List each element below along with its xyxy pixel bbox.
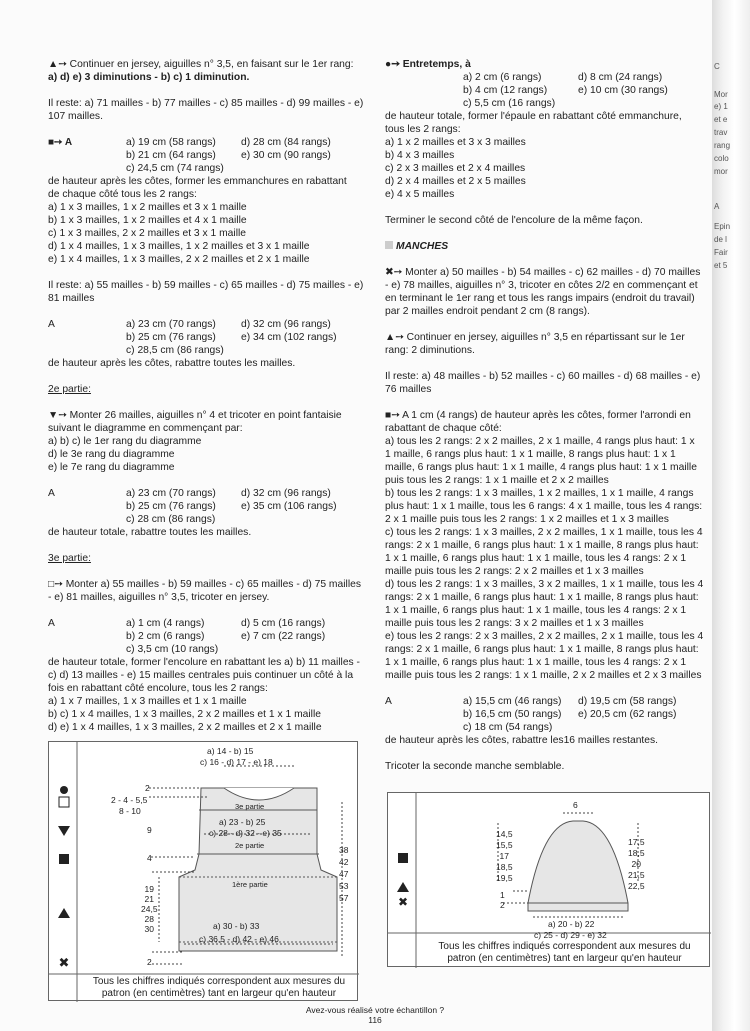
arrondi-line: 1 x 1 maille, 6 rangs plus haut: 1 x 1 maille, tous les 4 rangs: 2 x 1 xyxy=(385,657,687,668)
arrondi-line: maille puis tous les 2 rangs: 2 x 2 mailles et 1 x 3 mailles xyxy=(385,566,644,577)
gutter-text: Mor xyxy=(714,90,728,99)
paragraph-entretemps: ●➙ Entretemps, à xyxy=(385,59,471,70)
dim-mid-1: a) 23 - b) 25 xyxy=(219,817,266,827)
heading-2e-partie: 2e partie: xyxy=(48,384,91,395)
paragraph-il-reste-1: Il reste: a) 71 mailles - b) 77 mailles - c) 85 mailles - d) 99 mailles - e) 107 mailles. xyxy=(48,98,364,122)
gutter-text: rang xyxy=(714,141,731,150)
dim-bot-2: c) 25 - d) 29 - e) 32 xyxy=(534,930,607,940)
arrondi-line: rabattant de chaque côté: xyxy=(385,423,502,434)
gutter-text: trav xyxy=(714,128,728,137)
sleeve-caption: Tous les chiffres indiqués correspondent aux mesures du patron (en centimètres) tant en largeur qu'en hauteur xyxy=(438,941,691,964)
footer-question: Avez-vous réalisé votre échantillon ? xyxy=(305,1005,445,1015)
paragraph-rabattre-1: de hauteur après les côtes, rabattre toutes les mailles. xyxy=(48,358,296,369)
arrondi-line: puis tous les 2 rangs: 1 x 1 maille et 2 x 2 mailles xyxy=(385,475,609,486)
measure-block-1: ■➙ A a) 19 cm (58 rangs) d) 28 cm (84 rangs) b) 21 cm (64 rangs) e) 30 cm (90 rangs) c) 24,5 cm (74 rangs) xyxy=(48,137,331,174)
paragraph-2e-partie: ▼➙ Monter 26 mailles, aiguilles n° 4 et tricoter en point fantaisie suivant le diagramme en commençant par: a) b) c) le 1er rang du diagramme d) le 3e rang du diagramme e) le 7e rang du diagramme xyxy=(48,410,342,473)
measure-block-entretemps: a) 2 cm (6 rangs) d) 8 cm (24 rangs) b) 4 cm (12 rangs) e) 10 cm (30 rangs) c) 5,5 cm (16 rangs) xyxy=(463,72,668,109)
measure-block-3: A a) 23 cm (70 rangs) d) 32 cm (96 rangs) b) 25 cm (76 rangs) e) 35 cm (106 rangs) c) 28 cm (86 rangs) xyxy=(48,488,337,525)
square-filled-marker xyxy=(398,853,408,863)
dim-left-1: 1 xyxy=(500,890,505,900)
arrondi-line: plus haut: 1 x 1 maille, tous les 6 rangs: 4 x 1 maille, tous les 4 rangs: xyxy=(385,501,703,512)
arrondi-line: ■➙ A 1 cm (4 rangs) de hauteur après les côtes, former l'arrondi en xyxy=(385,410,691,421)
dim-mid-2: c) 28 - d) 32 - e) 35 xyxy=(209,828,282,838)
body-schematic-drawing xyxy=(49,742,359,1002)
paragraph-arrondi xyxy=(385,409,710,682)
gutter-text: colo xyxy=(714,154,729,163)
dim-top-2: c) 16 - d) 17 - e) 18 xyxy=(200,757,273,767)
label-3e-partie: 3e partie xyxy=(235,802,265,811)
cross-marker: ✖ xyxy=(58,955,70,970)
page-number: 116 xyxy=(368,1015,382,1025)
dim-top: 6 xyxy=(573,800,578,810)
paragraph-emmanchures: de hauteur après les côtes, former les emmanchures en rabattant de chaque côté tous les 2 rangs: a) 1 x 3 mailles, 1 x 2 mailles et 3 x 1 maille b) 1 x 3 mailles, 1 x 2 mailles et 4 x 1 maille c) 1 x 3 mailles, 2 x 2 mailles et 3 x 1 maille d) 1 x 4 mailles, 1 x 3 mailles, 1 x 2 mailles et 3 x 1 maille e) 1 x 4 mailles, 1 x 3 mailles, 2 x 2 mailles et 2 x 1 maille xyxy=(48,176,347,265)
gutter-text: et 5 xyxy=(714,261,728,270)
sleeve-schematic xyxy=(387,792,710,967)
heading-3e-partie: 3e partie: xyxy=(48,553,91,564)
heading-manches: MANCHES xyxy=(385,240,710,253)
arrondi-line: 1 x 1 maille, 6 rangs plus haut: 1 x 1 maille, tous les 4 rangs: 2 x 1 xyxy=(385,553,687,564)
arrondi-line: rangs: 2 x 1 maille, 6 rangs plus haut: 1 x 1 maille, 8 rangs plus haut: xyxy=(385,592,699,603)
circle-marker xyxy=(60,786,68,794)
arrondi-line: 1 x 1 maille, 6 rangs plus haut: 1 x 1 maille, tous les 4 rangs: 2 x 1 xyxy=(385,605,687,616)
paragraph-rabattre-manches: de hauteur après les côtes, rabattre les16 mailles restantes. xyxy=(385,735,659,746)
gutter-text: Fair xyxy=(714,248,728,257)
paragraph-encolure: de hauteur totale, former l'encolure en rabattant les a) b) 11 mailles - c) d) 13 mailles - e) 15 mailles centrales puis continuer un côté à la fois en rabattant côté encolure, tous les 2 rangs: a) 1 x 7 mailles, 1 x 3 mailles et 1 x 1 maille b) c) 1 x 4 mailles, 1 x 3 mailles, 2 x 2 mailles et 1 x 1 maille d) e) 1 x 4 mailles, 1 x 3 mailles, 2 x 2 mailles et 2 x 1 maille xyxy=(48,657,360,733)
dim-bot-1: a) 30 - b) 33 xyxy=(213,921,260,931)
measure-block-4: A a) 1 cm (4 rangs) d) 5 cm (16 rangs) b) 2 cm (6 rangs) e) 7 cm (22 rangs) c) 3,5 cm (10 rangs) xyxy=(48,618,326,655)
arrondi-line: 1 maille, 6 rangs plus haut: 1 x 1 maille, 8 rangs plus haut: 1 x 1 xyxy=(385,449,676,460)
paragraph-il-reste-manches: Il reste: a) 48 mailles - b) 52 mailles - c) 60 mailles - d) 68 mailles - e) 76 mailles xyxy=(385,371,701,395)
arrondi-line: 2 x 1 maille puis tous les 2 rangs: 1 x 2 mailles et 1 x 3 mailles xyxy=(385,514,669,525)
arrondi-line: c) tous les 2 rangs: 1 x 3 mailles, 2 x 2 mailles, 1 x 1 maille, tous les 4 xyxy=(385,527,703,538)
schematic-caption: Tous les chiffres indiqués correspondent aux mesures du patron (en centimètres) tant en largeur qu'en hauteur xyxy=(92,976,346,999)
square-open-marker xyxy=(59,797,69,807)
arrondi-line: a) tous les 2 rangs: 2 x 2 mailles, 2 x 1 maille, 4 rangs plus haut: 1 x xyxy=(385,436,695,447)
arrondi-line: maille puis tous les 2 rangs: 1 x 1 maille, 2 x 2 mailles et 2 x 3 mailles xyxy=(385,670,702,681)
paragraph-jersey: ▲➙ Continuer en jersey, aiguilles n° 3,5, en faisant sur le 1er rang: a) d) e) 3 diminutions - b) c) 1 diminution. xyxy=(48,59,354,83)
arrondi-line: b) tous les 2 rangs: 1 x 3 mailles, 1 x 2 mailles, 1 x 1 maille, 4 rangs xyxy=(385,488,694,499)
gutter-text: mor xyxy=(714,167,728,176)
dim-top-1: a) 14 - b) 15 xyxy=(207,746,254,756)
dim-left-2-4-5: 2 - 4 - 5,5 xyxy=(111,795,148,805)
square-filled-marker xyxy=(59,854,69,864)
gutter-text: A xyxy=(714,202,720,211)
triangle-down-marker xyxy=(58,826,70,836)
gutter-text: Epin xyxy=(714,222,731,231)
triangle-up-marker xyxy=(58,908,70,918)
gutter-text: C xyxy=(714,62,720,71)
right-column xyxy=(385,58,710,773)
page-gutter xyxy=(712,0,750,1031)
dim-left-2: 2 xyxy=(145,783,150,793)
paragraph-il-reste-2: Il reste: a) 55 mailles - b) 59 mailles - c) 65 mailles - d) 75 mailles - e) 81 mailles xyxy=(48,280,364,304)
dim-left-column: 14,5 15,5 17 18,5 19,5 xyxy=(496,829,513,883)
dim-left-column: 19 21 24,5 28 30 xyxy=(141,884,158,934)
paragraph-3e-partie: □➙ Monter a) 55 mailles - b) 59 mailles - c) 65 mailles - d) 75 mailles - e) 81 mailles, aiguilles n° 3,5, tricoter en jersey. xyxy=(48,579,361,603)
gutter-text: et e xyxy=(714,115,728,124)
left-column xyxy=(48,58,375,747)
arrondi-line: rangs: 2 x 1 maille, 6 rangs plus haut: 1 x 1 maille, 8 rangs plus haut: xyxy=(385,540,699,551)
dim-left-9: 9 xyxy=(147,825,152,835)
gutter-text: de l xyxy=(714,235,727,244)
measure-block-2: A a) 23 cm (70 rangs) d) 32 cm (96 rangs) b) 25 cm (76 rangs) e) 34 cm (102 rangs) c) 28,5 cm (86 rangs) xyxy=(48,319,337,356)
label-2e-partie: 2e partie xyxy=(235,841,265,850)
measure-block-manches: A a) 15,5 cm (46 rangs) d) 19,5 cm (58 rangs) b) 16,5 cm (50 rangs) e) 20,5 cm (62 rangs) c) 18 cm (54 rangs) xyxy=(385,696,677,733)
paragraph-continuer-manches: ▲➙ Continuer en jersey, aiguilles n° 3,5 en répartissant sur le 1er rang: 2 diminutions. xyxy=(385,332,685,356)
dim-left-8-10: 8 - 10 xyxy=(119,806,141,816)
paragraph-monter-manches: ✖➙ Monter a) 50 mailles - b) 54 mailles - c) 62 mailles - d) 70 mailles - e) 78 mailles, aiguilles n° 3, tricoter en côtes 2/2 en commençant et en terminant le 1er rang et tous les rangs impairs (endroit du travail) par 2 mailles endroit pendant 2 cm (8 rangs). xyxy=(385,267,701,317)
body-schematic xyxy=(48,741,358,1001)
arrondi-line: d) tous les 2 rangs: 1 x 3 mailles, 3 x 2 mailles, 1 x 1 maille, tous les 4 xyxy=(385,579,704,590)
dim-left-2: 2 xyxy=(500,900,505,910)
arrondi-line: e) tous les 2 rangs: 2 x 3 mailles, 2 x 2 mailles, 2 x 1 maille, tous les 4 xyxy=(385,631,704,642)
dim-right-column: 17,5 18,5 20 21,5 22,5 xyxy=(628,837,645,891)
label-1ere-partie: 1ère partie xyxy=(232,880,268,889)
gutter-text: e) 1 xyxy=(714,102,728,111)
paragraph-terminer: Terminer le second côté de l'encolure de la même façon. xyxy=(385,215,643,226)
arrondi-line: maille, 6 rangs plus haut: 1 x 1 maille, 4 rangs plus haut: 1 x 1 maille xyxy=(385,462,697,473)
dim-left-2-bottom: 2 xyxy=(147,957,152,967)
dim-bot-1: a) 20 - b) 22 xyxy=(548,919,595,929)
triangle-up-marker xyxy=(397,882,409,892)
paragraph-rabattre-2: de hauteur totale, rabattre toutes les mailles. xyxy=(48,527,252,538)
dim-right-column: 38 42 47 53 57 xyxy=(339,845,349,903)
sleeve-outline xyxy=(528,821,628,911)
cross-marker: ✖ xyxy=(397,895,409,909)
dim-bot-2: c) 36,5 - d) 42 - e) 46 xyxy=(199,934,279,944)
paragraph-seconde-manche: Tricoter la seconde manche semblable. xyxy=(385,761,565,772)
paragraph-epaule: de hauteur totale, former l'épaule en rabattant côté emmanchure, tous les 2 rangs: a) 1 x 2 mailles et 3 x 3 mailles b) 4 x 3 mailles c) 2 x 3 mailles et 2 x 4 mailles d) 2 x 4 mailles et 2 x 5 mailles e) 4 x 5 mailles xyxy=(385,111,682,200)
arrondi-line: maille puis tous les 2 rangs: 3 x 2 mailles et 1 x 3 mailles xyxy=(385,618,644,629)
dim-left-4: 4 xyxy=(147,853,152,863)
arrondi-line: rangs: 2 x 1 maille, 6 rangs plus haut: 1 x 1 maille, 8 rangs plus haut: xyxy=(385,644,699,655)
